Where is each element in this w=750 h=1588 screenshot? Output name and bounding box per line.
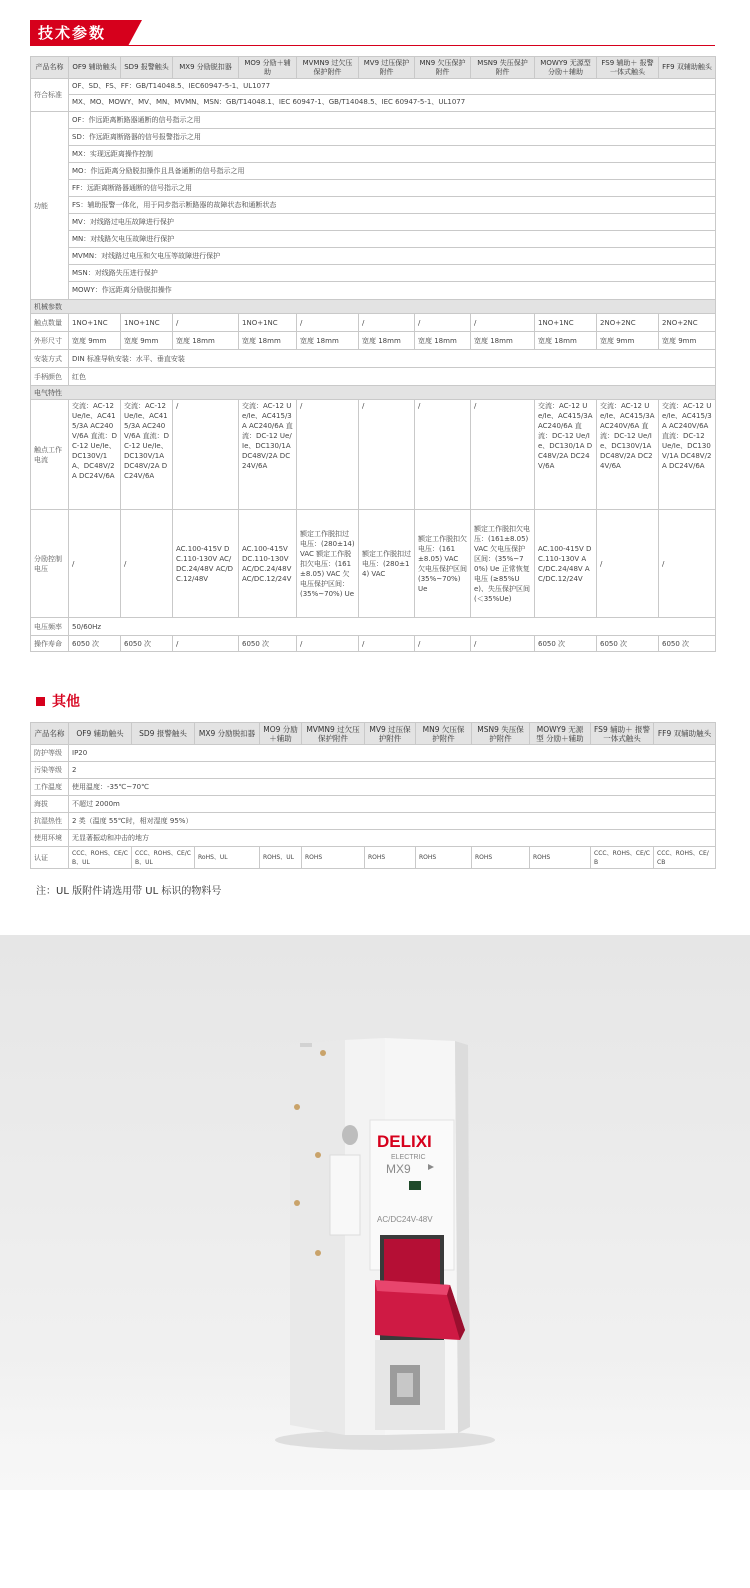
table-row-contacts (31, 314, 716, 332)
product-mx9-illustration (0, 935, 750, 1490)
voltage-label: AC/DC24V-48V (377, 1215, 433, 1224)
row-label: 抗湿热性 (31, 813, 69, 830)
function-line: MSN：对线路失压进行保护 (69, 265, 715, 282)
table-cell: 2NO+2NC (659, 314, 716, 332)
table-cell: / (173, 400, 239, 510)
column-header: OF9 辅助触头 (69, 57, 121, 79)
row-label: 符合标准 (31, 79, 69, 112)
column-header: MO9 分励＋辅助 (239, 57, 297, 79)
row-label: 认证 (31, 847, 69, 869)
table-cell: ROHS (416, 847, 472, 869)
table-row (31, 762, 716, 779)
column-header: 产品名称 (31, 57, 69, 79)
table-cell: ROHS (302, 847, 365, 869)
table-cell: CCC、ROHS、CE/CB (591, 847, 654, 869)
function-line: MX：实现远距离操作控制 (69, 146, 715, 163)
table-row-contact-current (31, 400, 716, 510)
table-cell: ROHS (530, 847, 591, 869)
other-params-table (30, 722, 716, 869)
column-header: MO9 分励 ＋辅助 (260, 723, 302, 745)
table-cell: / (297, 636, 359, 652)
column-header: FF9 双辅助触头 (659, 57, 716, 79)
function-line: MV：对线路过电压故障进行保护 (69, 214, 715, 231)
table-cell: / (471, 636, 535, 652)
function-line: MN：对线路欠电压故障进行保护 (69, 231, 715, 248)
table-cell: / (471, 314, 535, 332)
model-label: MX9 (386, 1162, 411, 1176)
table-row-life (31, 636, 716, 652)
table-cell: 宽度 18mm (535, 332, 597, 350)
table-cell: ROHS (472, 847, 530, 869)
table-row-certification (31, 847, 716, 869)
table-cell: 1NO+1NC (121, 314, 173, 332)
function-list (69, 112, 716, 300)
table-row (31, 745, 716, 762)
row-value: 2 (69, 762, 716, 779)
table-cell: 额定工作脱扣欠电压：(161±8.05) VAC 欠电压保护区间：(35%~70%) Ue 正常恢复电压 (≥85%Ue)、失压保护区间 (＜35%Ue) (471, 510, 535, 618)
table-cell: 宽度 18mm (173, 332, 239, 350)
column-header: SD9 报警触头 (121, 57, 173, 79)
table-row-handle (31, 368, 716, 386)
column-header: FF9 双辅助触头 (654, 723, 716, 745)
table-cell: 宽度 9mm (121, 332, 173, 350)
table-cell: RoHS、UL (195, 847, 260, 869)
table-row (31, 779, 716, 796)
column-header: MVMN9 过欠压保护附件 (302, 723, 365, 745)
standard-line-1: OF、SD、FS、FF：GB/T14048.5、IEC60947-5-1、UL1077 (69, 79, 715, 95)
column-header: MN9 欠压保护附件 (416, 723, 472, 745)
column-header: 产品名称 (31, 723, 69, 745)
row-value: 不超过 2000m (69, 796, 716, 813)
table-cell: CCC、ROHS、CE/CB (654, 847, 716, 869)
row-label: 工作温度 (31, 779, 69, 796)
table-cell: 6050 次 (69, 636, 121, 652)
row-value: 2 类（温度 55℃时，相对湿度 95%） (69, 813, 716, 830)
row-label: 触点数量 (31, 314, 69, 332)
table-cell: 6050 次 (597, 636, 659, 652)
row-label: 手柄颜色 (31, 368, 69, 386)
column-header: MSN9 失压保护附件 (472, 723, 530, 745)
column-header: OF9 辅助触头 (69, 723, 132, 745)
table-cell: / (297, 314, 359, 332)
table-cell: / (659, 510, 716, 618)
table-cell: / (415, 636, 471, 652)
category-row-electrical (31, 386, 716, 400)
table-row-install (31, 350, 716, 368)
table-cell: AC.100-415V DC.110-130V AC/DC.24/48V AC/DC.12/48V (173, 510, 239, 618)
function-line: SD：作远距离断路器的信号报警指示之用 (69, 129, 715, 146)
table-cell: 额定工作脱扣欠电压：(161±8.05) VAC 欠电压保护区间 (35%~70%) Ue (415, 510, 471, 618)
table-cell: / (359, 400, 415, 510)
section-header-tech-params (30, 20, 715, 46)
table-cell: 宽度 9mm (659, 332, 716, 350)
table-cell: 交流：AC-12 Ue/Ie、AC415/3A AC240V/6A 直流：DC-12 Ue/Ie、DC130V/1A、DC48V/2A DC24V/6A (69, 400, 121, 510)
column-header: FS9 辅助＋ 报警一体式触头 (597, 57, 659, 79)
table-cell: / (359, 314, 415, 332)
table-cell: 宽度 9mm (69, 332, 121, 350)
handle-color-text: 红色 (69, 368, 716, 386)
table-cell: 6050 次 (239, 636, 297, 652)
table-cell: 宽度 18mm (415, 332, 471, 350)
table-cell: / (173, 636, 239, 652)
table-cell: / (297, 400, 359, 510)
table-cell: ROHS (365, 847, 416, 869)
row-label: 使用环境 (31, 830, 69, 847)
table-cell: AC.100-415V DC.110-130V AC/DC.24/48V AC/DC.12/24V (535, 510, 597, 618)
table-cell: ROHS、UL (260, 847, 302, 869)
table-row (31, 830, 716, 847)
table-cell: / (415, 314, 471, 332)
table-cell: 宽度 18mm (359, 332, 415, 350)
row-label: 污染等级 (31, 762, 69, 779)
section-title: 其他 (52, 694, 80, 710)
column-header: MV9 过压保护附件 (359, 57, 415, 79)
table-cell: 1NO+1NC (69, 314, 121, 332)
row-value: IP20 (69, 745, 716, 762)
tech-params-table (30, 56, 716, 652)
footnote: 注：UL 版附件请选用带 UL 标识的物料号 (36, 886, 222, 897)
table-cell: 1NO+1NC (239, 314, 297, 332)
function-line: OF：作远距离断路器通断的信号指示之用 (69, 112, 715, 129)
table-cell: 1NO+1NC (535, 314, 597, 332)
table-row (31, 796, 716, 813)
table-cell: AC.100-415V DC.110-130V AC/DC.24/48V AC/DC.12/24V (239, 510, 297, 618)
table-cell: 交流：AC-12 Ue/Ie、AC415/3A AC240V/6A 直流：DC-12 Ue/Ie、DC130V/1A DC48V/2A DC24V/6A (121, 400, 173, 510)
table-cell: CCC、ROHS、CE/CB、UL (132, 847, 195, 869)
table-row-size (31, 332, 716, 350)
category-row-mechanical (31, 300, 716, 314)
table-cell: 交流：AC-12 Ue/Ie、AC415/3A AC240/6A 直流：DC-12 Ue/Ie、DC130/1A DC48V/2A DC24V/6A (535, 400, 597, 510)
table-cell: / (471, 400, 535, 510)
table-cell: 交流：AC-12 Ue/Ie、AC415/3A AC240/6A 直流：DC-12 Ue/Ie、DC130/1A DC48V/2A DC24V/6A (239, 400, 297, 510)
table-header-row (31, 57, 716, 79)
table-cell: 6050 次 (659, 636, 716, 652)
column-header: MOWY9 无源型 分励＋辅助 (530, 723, 591, 745)
column-header: MSN9 失压保护附件 (471, 57, 535, 79)
table-cell: 额定工作脱扣过电压：(280±14) VAC 额定工作脱扣欠电压：(161±8.05) VAC 欠电压保护区间：(35%~70%) Ue (297, 510, 359, 618)
table-cell: 交流：AC-12 Ue/Ie、AC415/3A AC240V/6A 直流：DC-12 Ue/Ie、DC130V/1A DC48V/2A DC24V/6A (659, 400, 716, 510)
table-row (31, 813, 716, 830)
table-cell: / (415, 400, 471, 510)
table-cell: 宽度 18mm (239, 332, 297, 350)
table-cell: 2NO+2NC (597, 314, 659, 332)
brand-logo: DELIXI (377, 1132, 432, 1151)
bullet-square-icon (36, 697, 45, 706)
table-cell: 6050 次 (535, 636, 597, 652)
column-header: MX9 分励脱扣器 (195, 723, 260, 745)
row-label: 防护等级 (31, 745, 69, 762)
table-row-standard (31, 79, 716, 112)
function-line: MO：作远距离分励脱扣操作且具备通断的信号指示之用 (69, 163, 715, 180)
row-value: 无显著振动和冲击的地方 (69, 830, 716, 847)
table-cell: / (69, 510, 121, 618)
row-label: 安装方式 (31, 350, 69, 368)
section-title: 技术参数 (30, 20, 128, 46)
table-cell: 交流：AC-12 Ue/Ie、AC415/3A AC240V/6A 直流：DC-12 Ue/Ie、DC130V/1A DC48V/2A DC24V/6A (597, 400, 659, 510)
table-row-frequency (31, 618, 716, 636)
row-label: 分励控制电压 (31, 510, 69, 618)
column-header: MOWY9 无源型 分励＋辅助 (535, 57, 597, 79)
table-cell: CCC、ROHS、CE/CB、UL (69, 847, 132, 869)
category-label: 机械参数 (31, 300, 716, 314)
table-header-row (31, 723, 716, 745)
column-header: FS9 辅助＋ 报警一体式触头 (591, 723, 654, 745)
table-cell: 6050 次 (121, 636, 173, 652)
row-label: 电压频率 (31, 618, 69, 636)
frequency-text: 50/60Hz (69, 618, 716, 636)
column-header: MN9 欠压保护附件 (415, 57, 471, 79)
table-row-function (31, 112, 716, 300)
table-cell: 宽度 18mm (297, 332, 359, 350)
function-line: FF：远距离断路器通断的信号指示之用 (69, 180, 715, 197)
product-photo (0, 935, 750, 1490)
table-cell: / (359, 636, 415, 652)
standard-line-2: MX、MO、MOWY、MV、MN、MVMN、MSN：GB/T14048.1、IEC 60947-1、GB/T14048.5、IEC 60947-5-1、UL1077 (72, 98, 466, 106)
table-cell: 宽度 18mm (471, 332, 535, 350)
table-row-shunt-voltage (31, 510, 716, 618)
column-header: SD9 报警触头 (132, 723, 195, 745)
row-label: 触点工作电流 (31, 400, 69, 510)
function-line: FS：辅助报警一体化，用于同步指示断路器的故障状态和通断状态 (69, 197, 715, 214)
row-label: 外形尺寸 (31, 332, 69, 350)
column-header: MV9 过压保护附件 (365, 723, 416, 745)
section-divider (30, 45, 715, 46)
table-cell: / (173, 314, 239, 332)
row-value: 使用温度：-35℃~70℃ (69, 779, 716, 796)
column-header: MX9 分励脱扣器 (173, 57, 239, 79)
row-label: 功能 (31, 112, 69, 300)
row-label: 海拔 (31, 796, 69, 813)
row-label: 操作寿命 (31, 636, 69, 652)
category-label: 电气特性 (31, 386, 716, 400)
table-cell: 额定工作脱扣过电压：(280±14) VAC (359, 510, 415, 618)
brand-subtitle: ELECTRIC (391, 1154, 426, 1161)
table-cell: 宽度 9mm (597, 332, 659, 350)
table-cell: / (597, 510, 659, 618)
table-cell: / (121, 510, 173, 618)
function-line: MOWY：作远距离分励脱扣操作 (72, 286, 172, 294)
column-header: MVMN9 过欠压保护附件 (297, 57, 359, 79)
function-line: MVMN：对线路过电压和欠电压等故障进行保护 (69, 248, 715, 265)
install-text: DIN 标准导轨安装：水平、垂直安装 (69, 350, 716, 368)
